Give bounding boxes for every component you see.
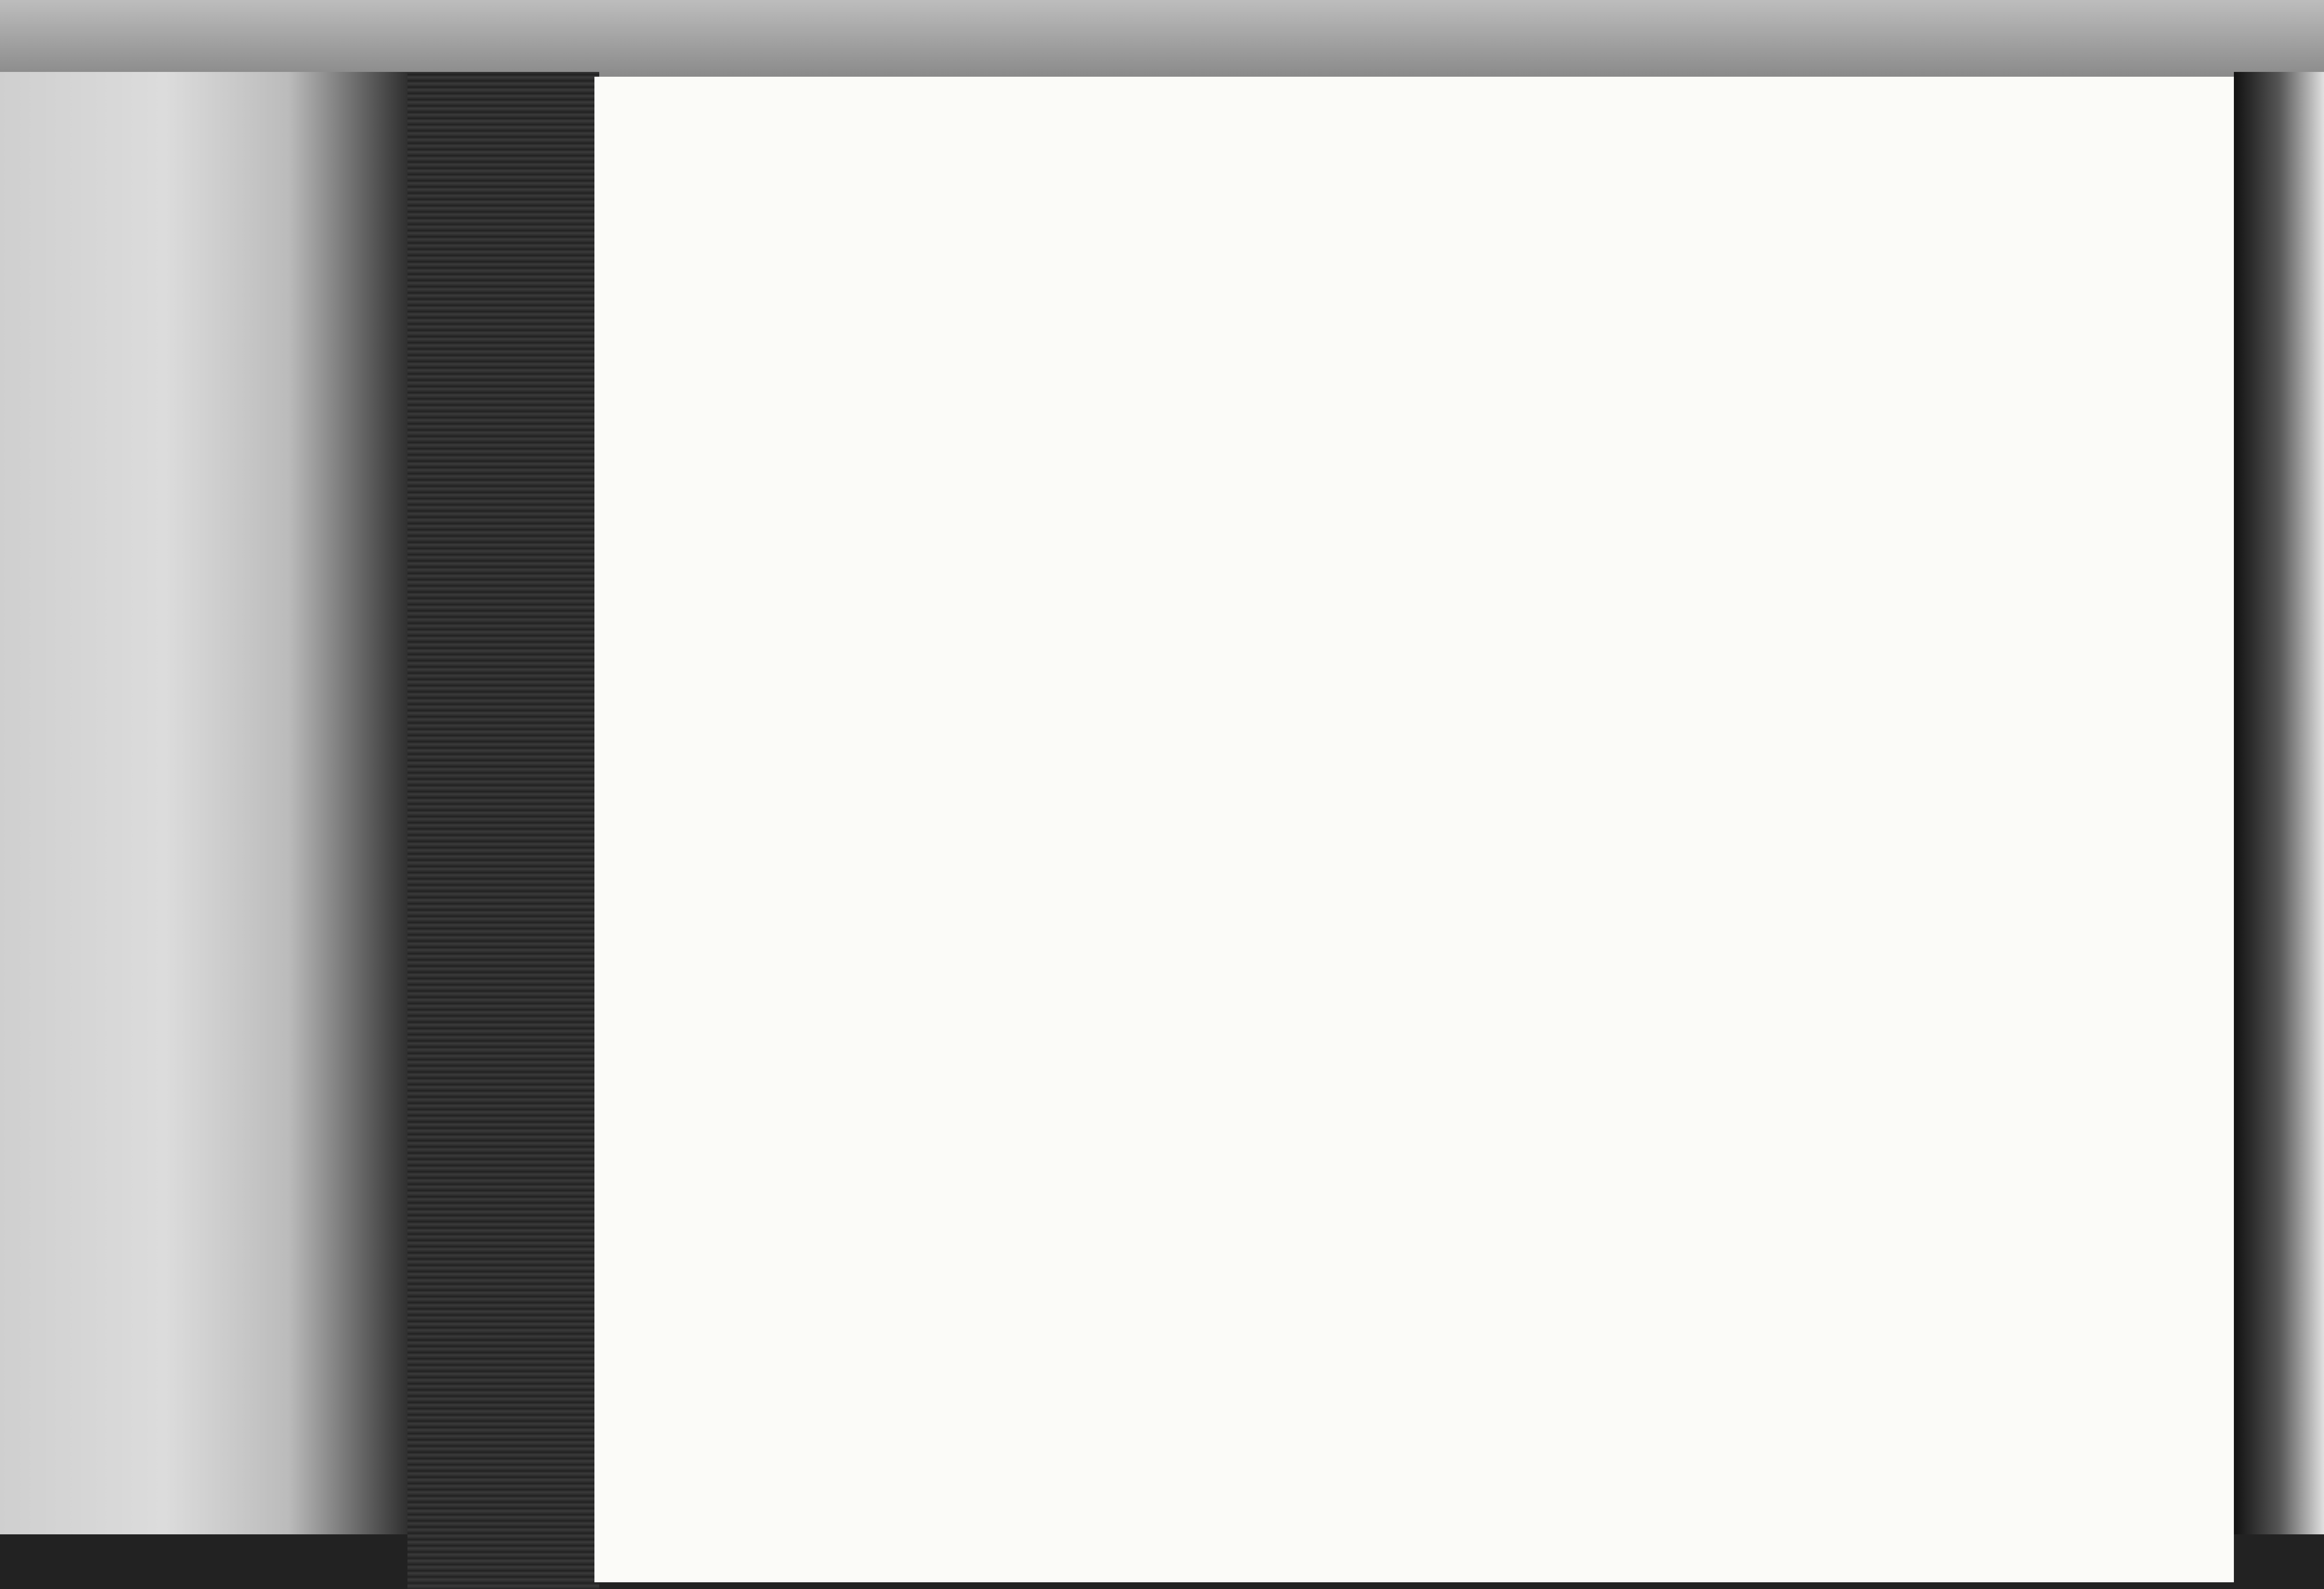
form-sheet <box>594 77 2234 1582</box>
scan-right-background <box>2234 72 2324 1589</box>
scan-left-background <box>0 72 412 1589</box>
scan-top-background <box>0 0 2324 77</box>
binding-shadow <box>407 72 599 1589</box>
